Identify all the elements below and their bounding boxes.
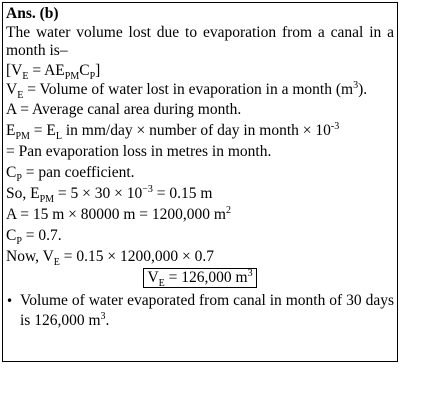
formula-v-subscript: E — [22, 71, 29, 83]
def-epm-symbol: E — [6, 122, 16, 139]
calc-ve-prefix: Now, V — [6, 248, 54, 265]
result-symbol: V — [147, 269, 159, 286]
def-ve-end: ). — [358, 81, 368, 98]
def-ve-text: = Volume of water lost in evaporation in a month (m — [23, 81, 354, 98]
definition-cp — [6, 162, 394, 183]
answer-box — [2, 2, 398, 362]
result-subscript: E — [158, 278, 165, 290]
def-epm-superscript: -3 — [330, 120, 340, 132]
calculation-a — [6, 204, 394, 225]
calc-a-text: A = 15 m × 80000 m = 1200,000 m — [6, 206, 226, 223]
def-cp-symbol: C — [6, 164, 17, 181]
calc-ve-subscript: E — [53, 257, 60, 269]
calc-epm-superscript: −3 — [142, 183, 153, 195]
intro-text: The water volume lost due to evaporation from a canal in a month is– — [6, 24, 394, 59]
def-ve-subscript: E — [17, 90, 24, 102]
conclusion-superscript: 3 — [100, 310, 106, 322]
def-epm-text: in mm/day × number of day in month × 10 — [62, 122, 331, 139]
def-epm-l-subscript: L — [55, 131, 62, 143]
result-text: = 126,000 m — [164, 269, 248, 286]
def-epm-eq: = E — [29, 122, 56, 139]
result-superscript: 3 — [247, 267, 253, 279]
conclusion-bullet — [6, 291, 394, 331]
calc-epm-subscript: PM — [39, 194, 55, 206]
formula-close: ] — [95, 62, 101, 79]
def-ve-symbol: V — [6, 81, 18, 98]
def-ve-superscript: 3 — [353, 79, 359, 91]
conclusion-main: Volume of water evaporated from canal in month of 30 days is 126,000 m — [20, 292, 394, 329]
definition-epm-continued: = Pan evaporation loss in metres in month. — [6, 143, 272, 160]
def-cp-text: = pan coefficient. — [21, 164, 135, 181]
calc-epm-text: = 5 × 30 × 10 — [54, 185, 143, 202]
formula-c: C — [79, 62, 90, 79]
definition-epm — [6, 120, 394, 141]
calculation-epm — [6, 183, 394, 204]
answer-heading: Ans. (b) — [6, 5, 59, 22]
bullet-icon: • — [6, 294, 14, 308]
calc-cp-subscript: P — [16, 236, 22, 248]
result-row — [6, 267, 394, 289]
conclusion-end: . — [105, 312, 110, 329]
formula-mid: = AE — [28, 62, 65, 79]
calc-a-superscript: 2 — [225, 204, 231, 216]
formula-open: [V — [6, 62, 23, 79]
result-box — [143, 268, 256, 288]
calc-cp-text: = 0.7. — [21, 227, 62, 244]
def-epm-subscript: PM — [15, 131, 30, 143]
calculation-cp — [6, 225, 394, 246]
calc-epm-end: = 0.15 m — [152, 185, 213, 202]
calc-ve-text: = 0.15 × 1200,000 × 0.7 — [59, 248, 215, 265]
calc-epm-prefix: So, E — [6, 185, 40, 202]
conclusion-text — [20, 291, 394, 331]
formula-e-subscript: PM — [64, 71, 80, 83]
formula-c-subscript: P — [89, 71, 96, 83]
definition-ve — [6, 79, 394, 102]
def-cp-subscript: P — [16, 173, 22, 185]
calc-cp-symbol: C — [6, 227, 17, 244]
definition-a: A = Average canal area during month. — [6, 101, 242, 118]
formula-line — [6, 60, 394, 81]
calculation-ve — [6, 246, 394, 267]
